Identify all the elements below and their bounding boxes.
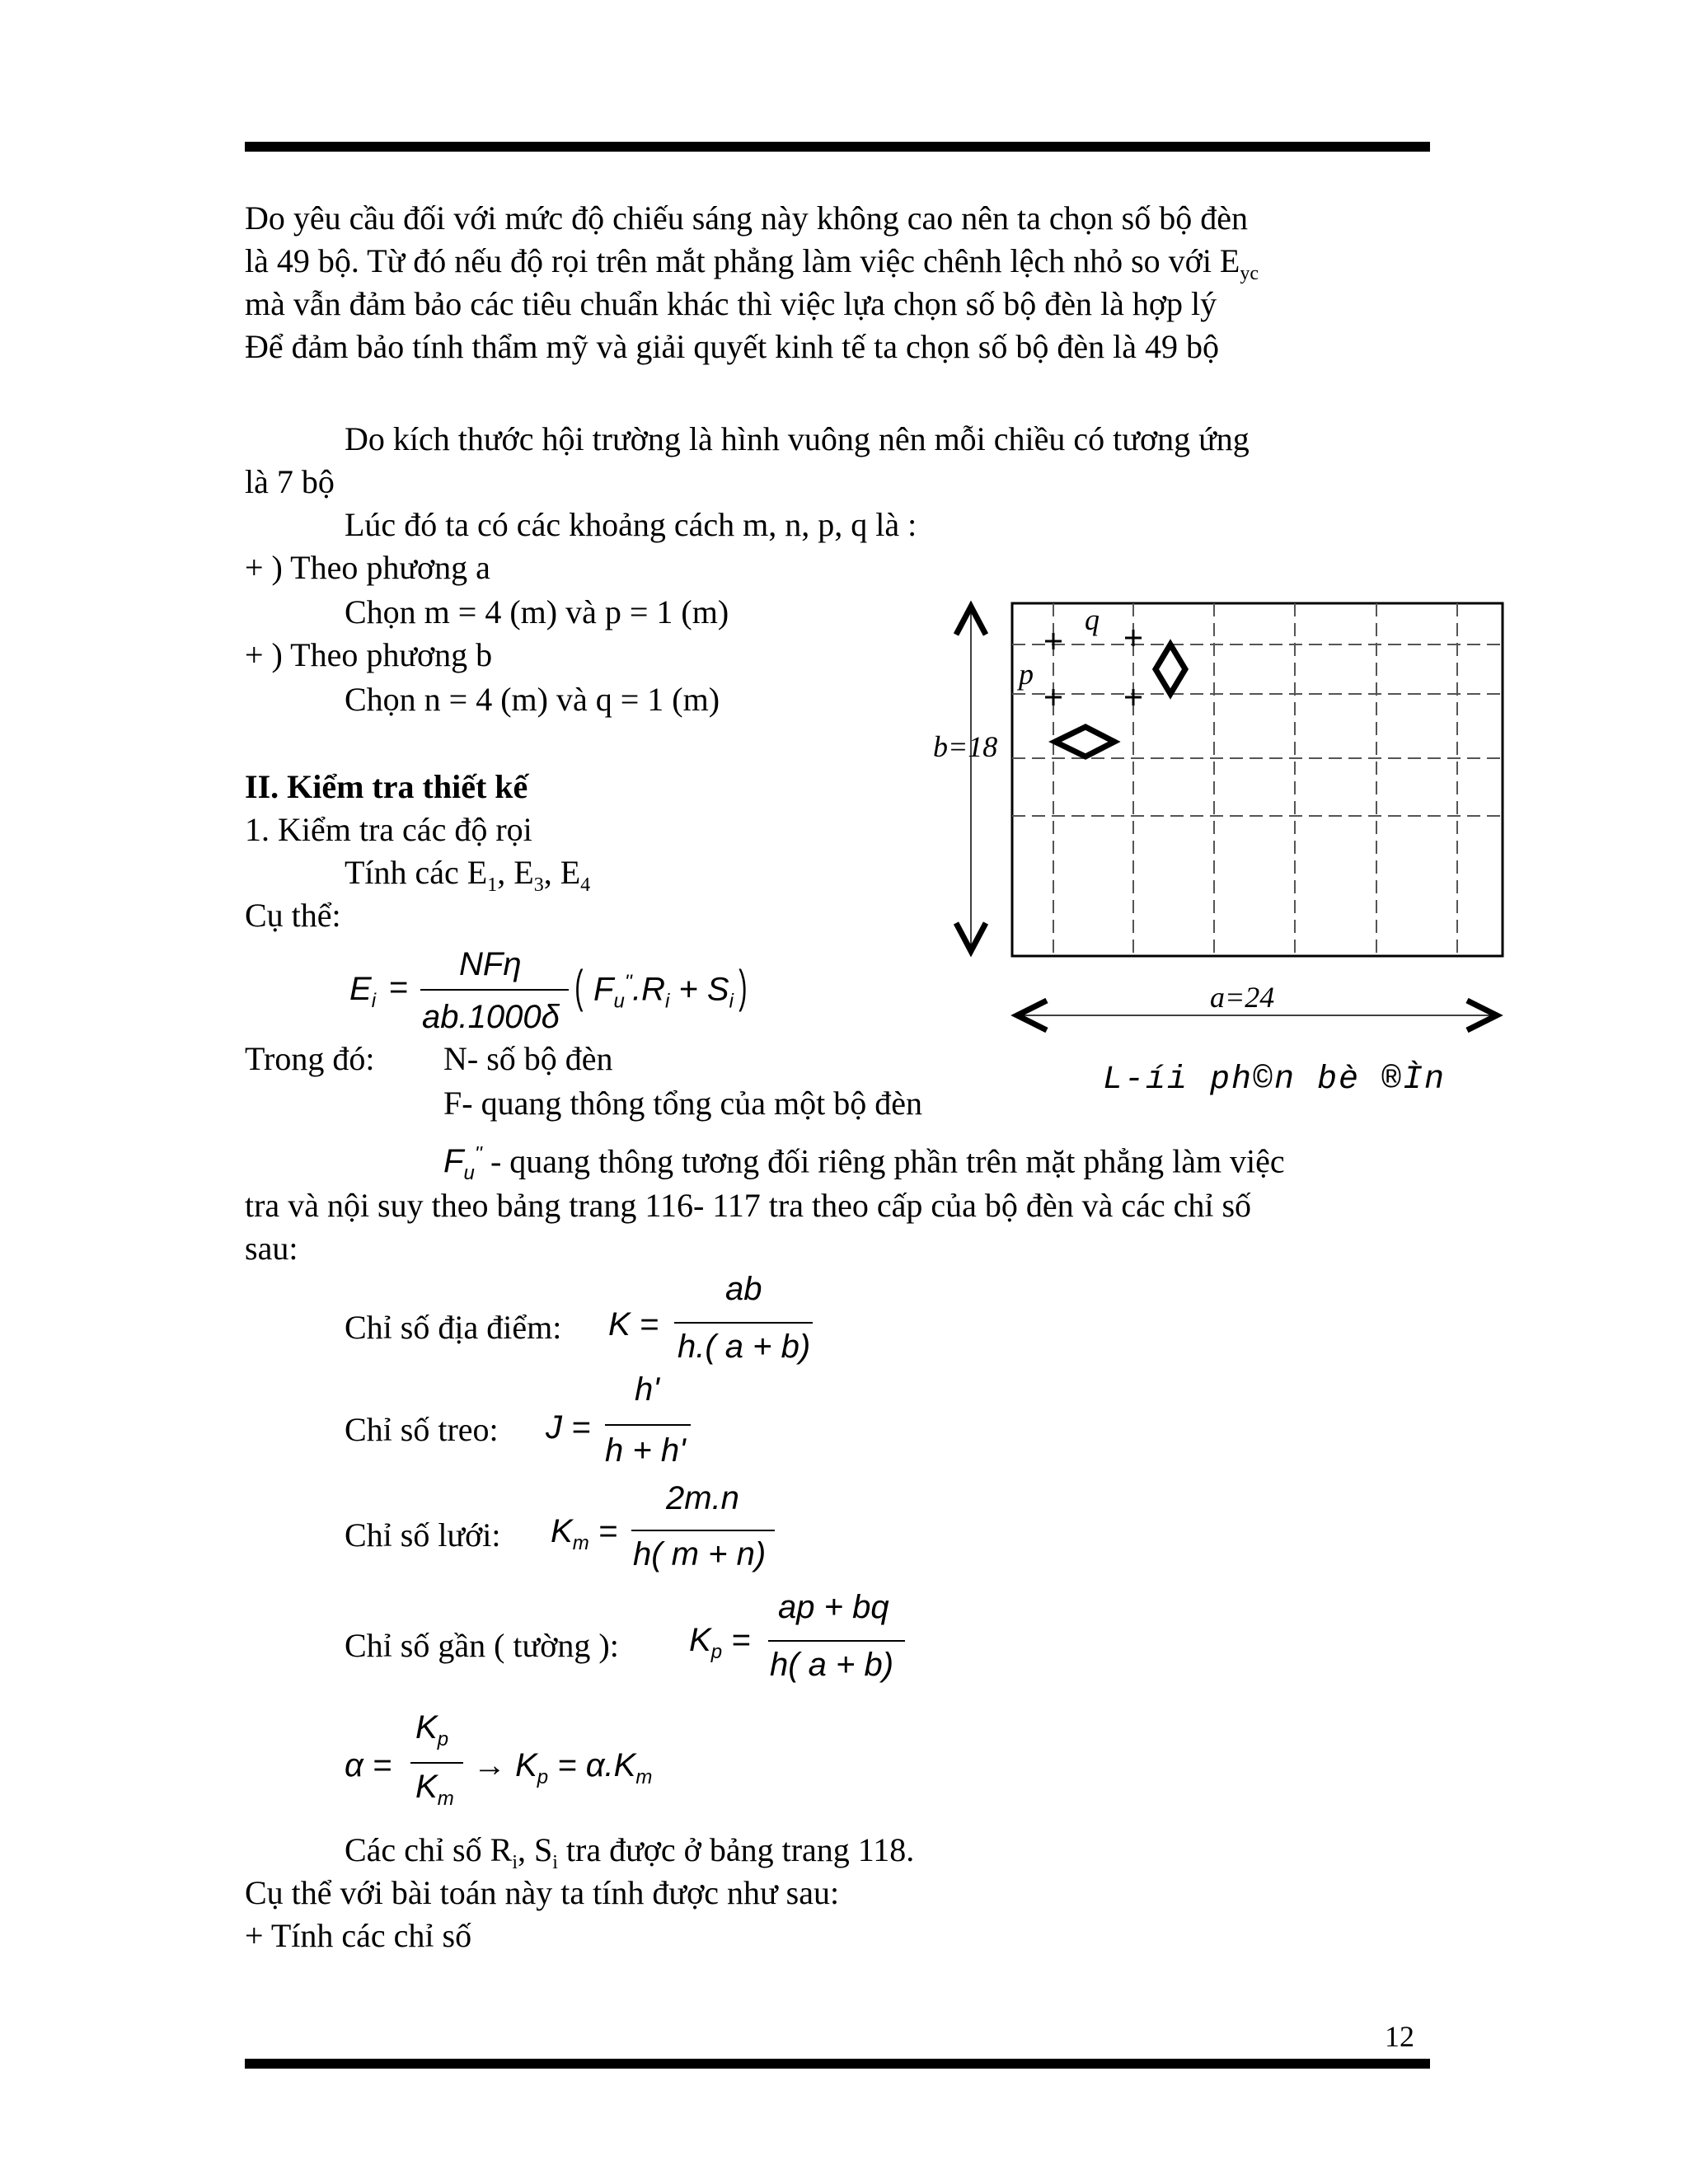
diagram-caption: L-íi ph©n bè ®Ìn	[1103, 1062, 1447, 1099]
label-b: b=18	[933, 730, 998, 763]
m-diamond-icon	[1055, 727, 1114, 757]
K-num: ab	[725, 1271, 762, 1307]
formula-E-num: NFη	[459, 946, 522, 982]
para1-line3: mà vẫn đảm bảo các tiêu chuẩn khác thì việc lựa chọn số bộ đèn là hợp lý	[245, 285, 1217, 322]
label-p: p	[1019, 658, 1034, 691]
Km-den: h( m + n)	[633, 1536, 767, 1572]
K-bar	[674, 1322, 813, 1324]
label-q: q	[1085, 603, 1100, 636]
Km-lhs: $K_m$ =	[551, 1513, 618, 1554]
formula-E-lhs: $E_i$	[349, 971, 377, 1012]
closing-line1: Các chỉ số $R_i$, $S_i$ tra được ở bảng trang 118.	[345, 1831, 915, 1873]
J-label: Chỉ số treo:	[345, 1411, 499, 1448]
section-heading: II. Kiểm tra thiết kế	[245, 768, 528, 805]
Km-bar	[631, 1530, 775, 1531]
page-number: 12	[1385, 2020, 1414, 2053]
Fu-symbol: $F_u''$	[443, 1143, 482, 1185]
para2-line3: Lúc đó ta có các khoảng cách m, n, p, q là :	[345, 506, 917, 543]
def-cont2: sau:	[245, 1230, 298, 1267]
J-lhs: J =	[546, 1409, 591, 1446]
formula-E-eq: =	[389, 969, 409, 1005]
para1-line4: Để đảm bảo tính thẩm mỹ và giải quyết kinh tế ta chọn số bộ đèn là 49 bộ	[245, 328, 1219, 365]
J-den: h + h'	[605, 1432, 686, 1469]
Kp-num: ap + bq	[778, 1589, 889, 1625]
K-label: Chỉ số địa điểm:	[345, 1309, 562, 1346]
def-cont1: tra và nội suy theo bảng trang 116- 117 tra theo cấp của bộ đèn và các chỉ số	[245, 1187, 1252, 1224]
def-F: F- quang thông tổng của một bộ đèn	[443, 1085, 923, 1122]
K-lhs: K =	[608, 1306, 659, 1343]
closing-line3: + Tính các chỉ số	[245, 1917, 472, 1954]
para2-line1: Do kích thước hội trường là hình vuông nên mỗi chiều có tương ứng	[345, 420, 1250, 457]
formula-E-den: ab.1000δ	[422, 999, 560, 1035]
section-sub1: 1. Kiểm tra các độ rọi	[245, 811, 532, 848]
lamp-layout-diagram	[923, 593, 1517, 1104]
Kp-label: Chỉ số gần ( tường ):	[345, 1627, 619, 1664]
para2-line6: + ) Theo phương b	[245, 636, 493, 673]
grid-dashed	[1012, 603, 1503, 956]
specific-label: Cụ thể:	[245, 897, 341, 934]
J-bar	[605, 1424, 691, 1426]
Km-label: Chỉ số lưới:	[345, 1516, 501, 1554]
n-diamond-icon	[1156, 644, 1185, 694]
para2-line7: Chọn n = 4 (m) và q = 1 (m)	[345, 681, 720, 718]
formula-E-paren: $F_u''.R_i + S_i$	[593, 971, 734, 1013]
Km-num: 2m.n	[666, 1480, 739, 1516]
hall-outline	[1012, 603, 1503, 956]
where-label: Trong đó:	[245, 1040, 375, 1077]
para1-line2: là 49 bộ. Từ đó nếu độ rọi trên mắt phẳng làm việc chênh lệch nhỏ so với $E_{yc}$	[245, 242, 1259, 284]
alpha-num: $K_p$	[415, 1709, 449, 1750]
alpha-lhs: α =	[345, 1747, 392, 1783]
alpha-den: $K_m$	[415, 1769, 454, 1810]
Kp-lhs: $K_p$ =	[689, 1622, 751, 1663]
alpha-bar	[410, 1762, 463, 1764]
alpha-rhs: → $K_p = \alpha.K_m$	[473, 1747, 653, 1788]
K-den: h.( a + b)	[678, 1329, 811, 1365]
formula-E-bar	[420, 989, 569, 991]
Kp-den: h( a + b)	[770, 1647, 894, 1683]
para2-line2: là 7 bộ	[245, 463, 335, 500]
J-num: h'	[635, 1371, 659, 1408]
label-a: a=24	[1210, 981, 1275, 1014]
def-Fu: $F_u''$ - quang thông tương đối riêng phần trên mặt phẳng làm việc	[443, 1142, 1285, 1185]
para2-line4: + ) Theo phương a	[245, 549, 490, 586]
bottom-rule	[245, 2059, 1430, 2069]
para1-line1: Do yêu cầu đối với mức độ chiếu sáng này không cao nên ta chọn số bộ đèn	[245, 199, 1248, 237]
def-N: N- số bộ đèn	[443, 1040, 613, 1077]
para2-line5: Chọn m = 4 (m) và p = 1 (m)	[345, 593, 729, 630]
closing-line2: Cụ thể với bài toán này ta tính được như sau:	[245, 1874, 840, 1911]
top-rule	[245, 142, 1430, 152]
Kp-bar	[768, 1640, 905, 1642]
compute-line: Tính các $E_1$, $E_3$, $E_4$	[345, 854, 591, 896]
